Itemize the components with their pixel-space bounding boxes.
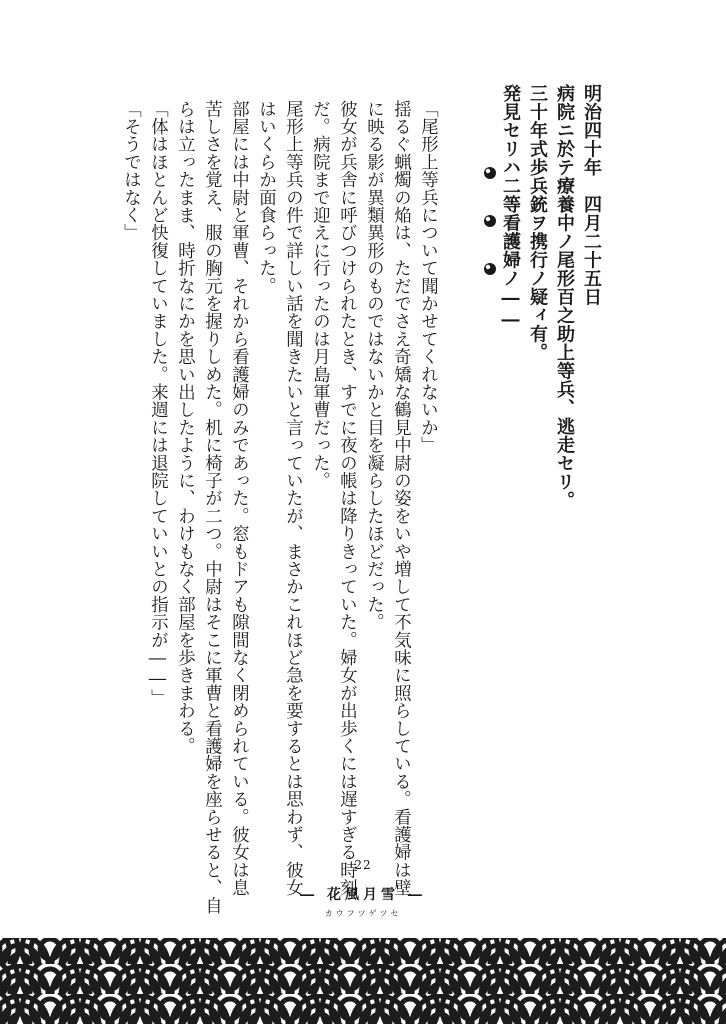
body-text-line: だ。病院まで迎えに行ったのは月島軍曹だった。 bbox=[309, 100, 330, 490]
book-title-reading: カウフツゲツセ bbox=[324, 909, 402, 918]
section-break-ornament bbox=[478, 166, 502, 276]
header-date-line: 明治四十年 四月二十五日 bbox=[581, 84, 602, 306]
body-text-line: 「体はほとんど快復していました。来週には退院していいとの指示が――」 bbox=[147, 100, 168, 707]
page-number: 22 bbox=[354, 858, 372, 872]
book-title-footer: ― 花風月雪 ― bbox=[300, 887, 426, 903]
dot-ornament-icon bbox=[483, 214, 497, 228]
dot-ornament-icon bbox=[483, 262, 497, 276]
header-record-line-2: 三十年式歩兵銃ヲ携行ノ疑ィ有。 bbox=[527, 84, 548, 362]
dot-ornament-icon bbox=[483, 166, 497, 180]
body-text-line: 彼女が兵舎に呼びつけられたとき、すでに夜の帳は降りきっていた。婦女が出歩くには遅すぎる時刻 bbox=[336, 100, 357, 897]
body-text-line: はいくらか面食らった。 bbox=[255, 100, 276, 295]
header-record-line-1: 病院ニ於テ療養中ノ尾形百之助上等兵、逃走セリ。 bbox=[554, 84, 575, 510]
header-record-line-3: 発見セリハ二等看護婦ノ―― bbox=[500, 84, 521, 331]
body-text-line: 苦しさを覚え、服の胸元を握りしめた。机に椅子が二つ。中尉はそこに軍曹と看護婦を座らせると、自 bbox=[201, 100, 222, 915]
body-text-line: 「そうではなく」 bbox=[120, 100, 141, 242]
body-text-line: 尾形上等兵の件で詳しい話を聞きたいと言っていたが、まさかこれほど急を要するとは思わず、彼女 bbox=[282, 100, 303, 897]
body-text-line: 「尾形上等兵について聞かせてくれないか」 bbox=[417, 100, 438, 454]
body-text-line: 部屋には中尉と軍曹、それから看護婦のみであった。窓もドアも隙間なく閉められている。彼女は息 bbox=[228, 100, 249, 897]
body-text-line: らは立ったまま、時折なにかを思い出したように、わけもなく部屋を歩きまわる。 bbox=[174, 100, 195, 755]
body-text-line: に映る影が異類異形のものではないかと目を凝らしたほどだった。 bbox=[363, 100, 384, 631]
body-text-line: 揺るぐ蝋燭の焔は、ただでさえ奇矯な鶴見中尉の姿をいや増して不気味に照らしている。看護婦は壁 bbox=[390, 100, 411, 897]
seigaiha-wave-pattern bbox=[0, 934, 726, 1024]
